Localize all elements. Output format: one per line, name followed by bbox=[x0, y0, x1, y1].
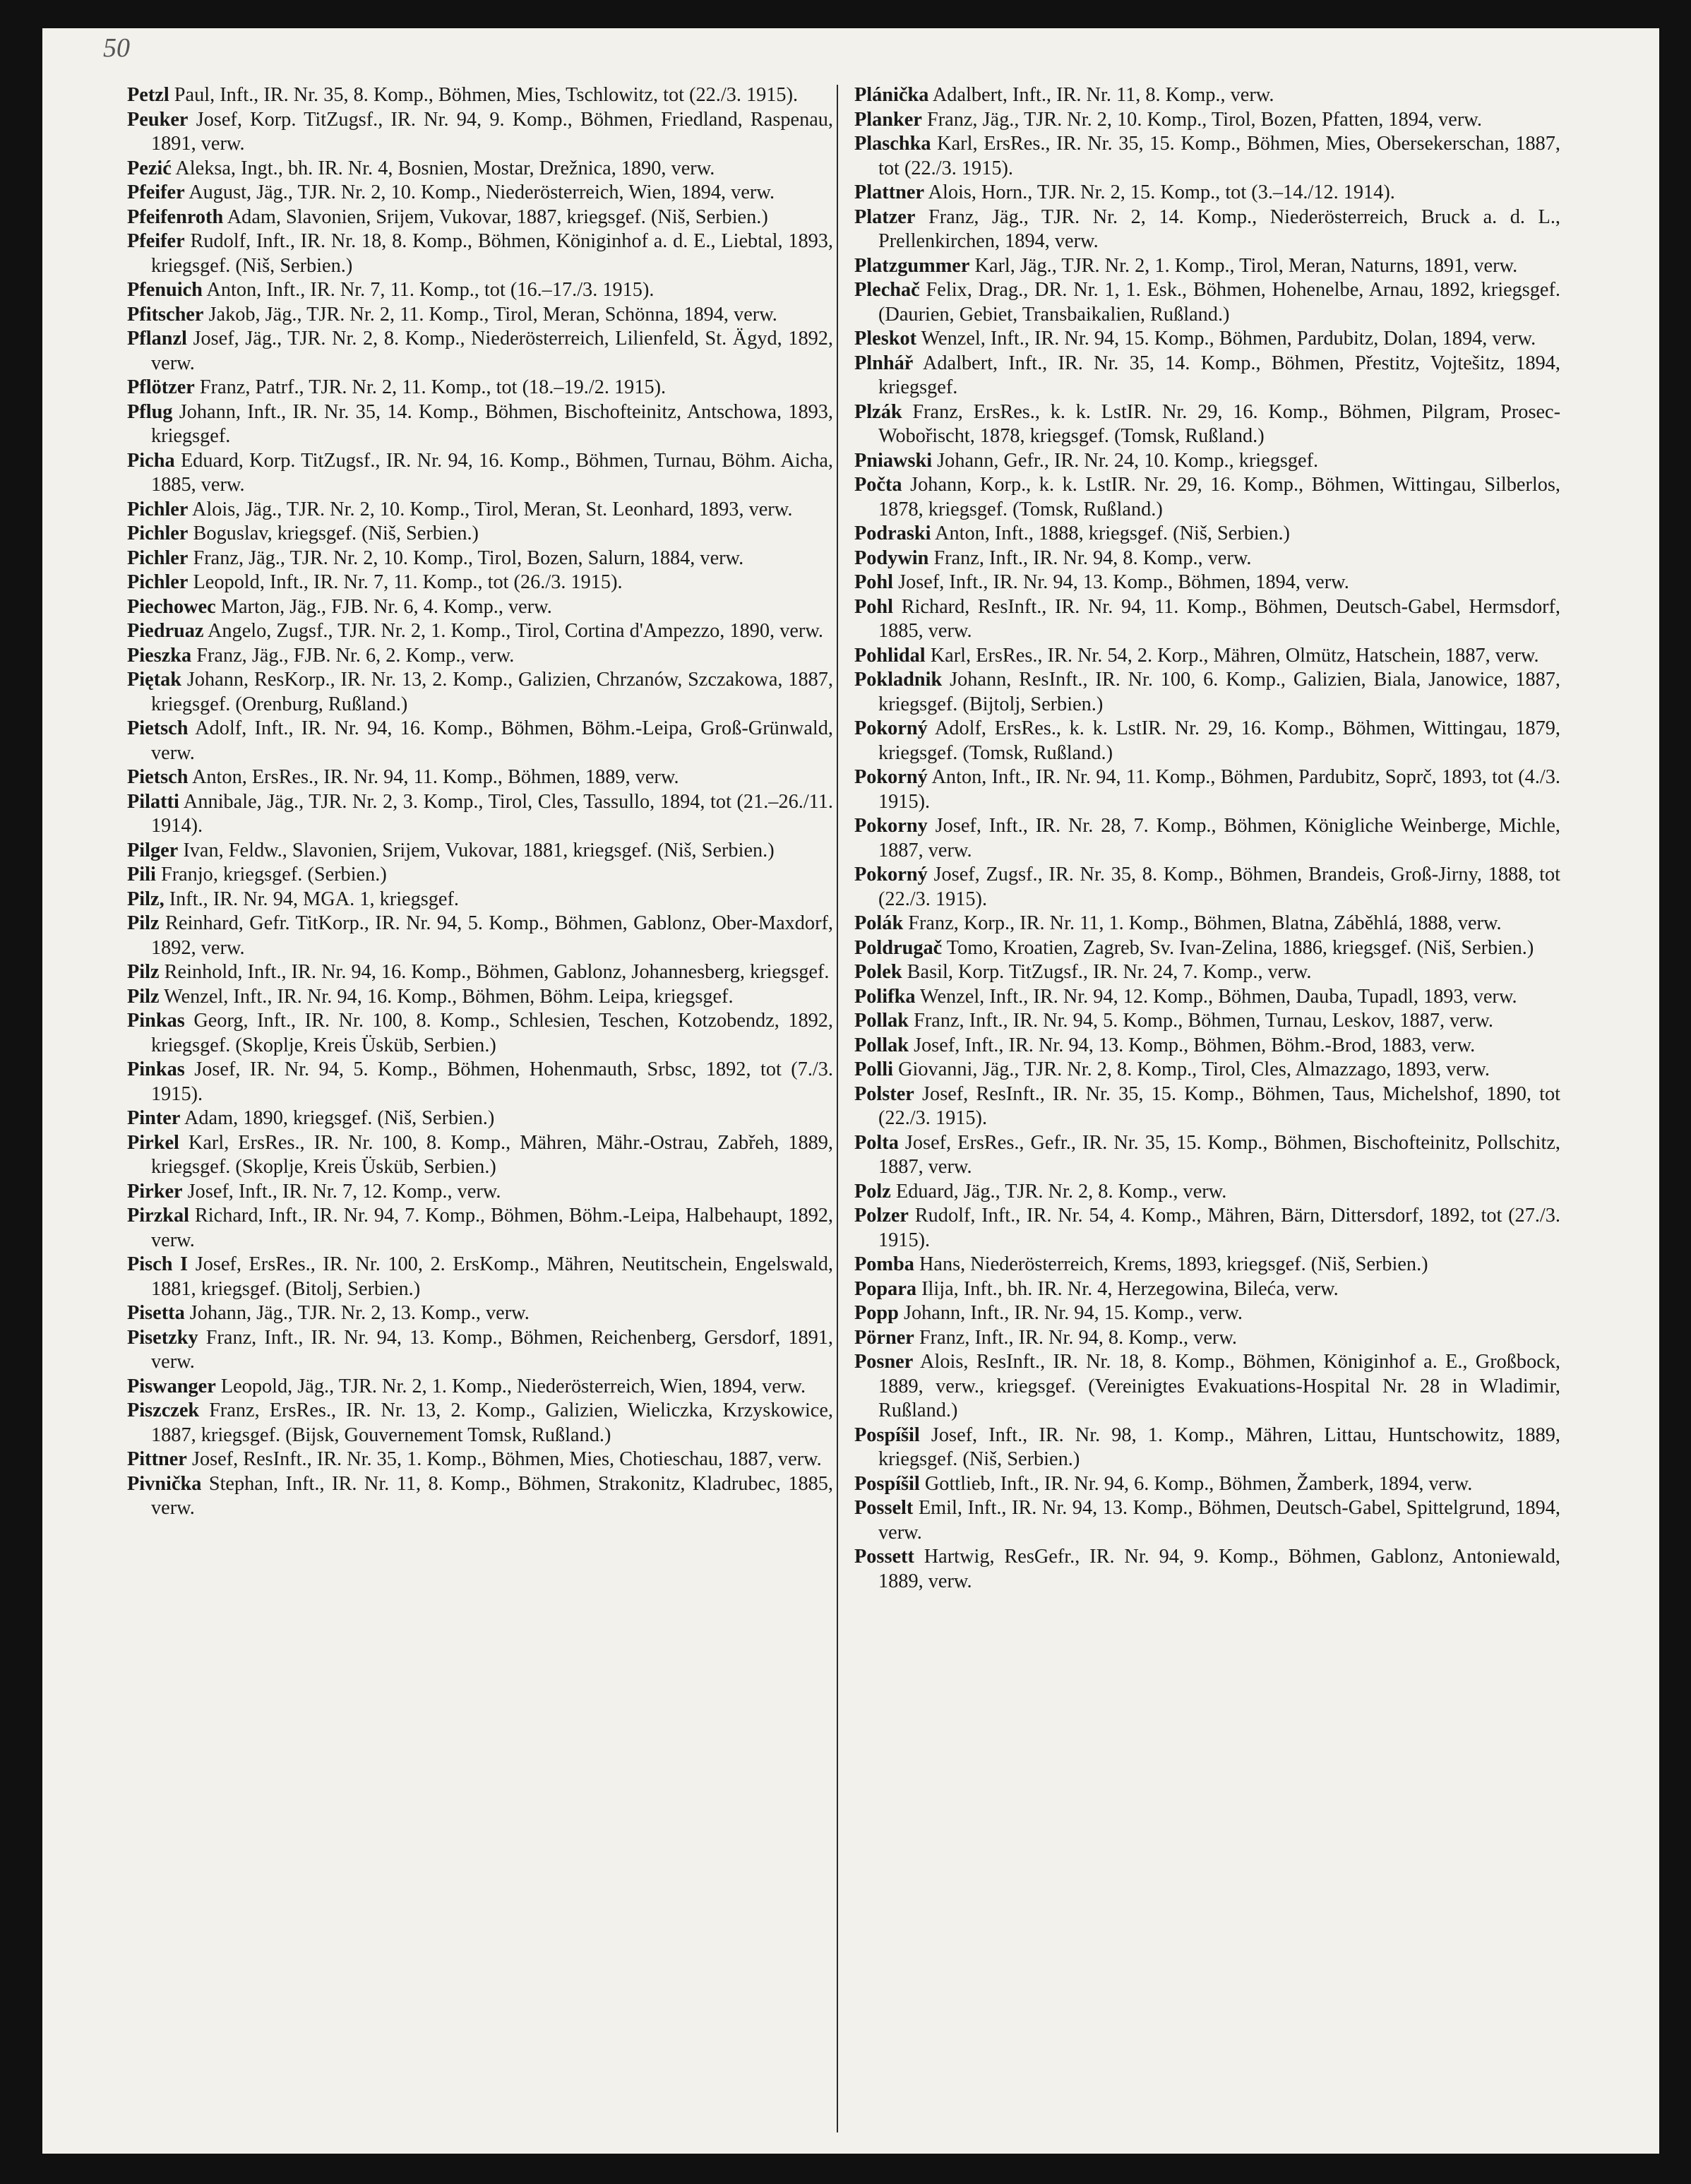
casualty-entry bbox=[127, 1301, 833, 1326]
entry-details: Anton, Inft., 1888, kriegsgef. (Niš, Serbien.) bbox=[935, 523, 1290, 544]
casualty-entry bbox=[854, 108, 1560, 133]
casualty-entry bbox=[854, 181, 1560, 205]
entry-details: Reinhold, Inft., IR. Nr. 94, 16. Komp., Böhmen, Gablonz, Johannesberg, kriegsgef. bbox=[164, 961, 830, 983]
entry-details: Hans, Niederösterreich, Krems, 1893, kriegsgef. (Niš, Serbien.) bbox=[919, 1253, 1428, 1275]
entry-details: Georg, Inft., IR. Nr. 100, 8. Komp., Schlesien, Teschen, Kotzobendz, 1892, kriegsgef. (Skoplje, Kreis Üsküb, Serbien.) bbox=[151, 1010, 834, 1056]
entry-details: Josef, ErsRes., IR. Nr. 100, 2. ErsKomp., Mähren, Neutitschein, Engelswald, 1881, kriegsgef. (Bitolj, Serbien.) bbox=[151, 1253, 833, 1300]
entry-details: Johann, Inft., IR. Nr. 94, 15. Komp., verw. bbox=[904, 1302, 1243, 1324]
entry-details: Karl, ErsRes., IR. Nr. 100, 8. Komp., Mähren, Mähr.-Ostrau, Zabřeh, 1889, kriegsgef. (Skoplje, Kreis Üsküb, Serbien.) bbox=[151, 1131, 834, 1178]
entry-surname: Pezić bbox=[127, 157, 172, 179]
casualty-entry bbox=[127, 839, 833, 864]
entry-details: Ilija, Inft., bh. IR. Nr. 4, Herzegowina, Bileća, verw. bbox=[921, 1277, 1339, 1300]
entry-surname: Poldrugač bbox=[854, 936, 943, 959]
casualty-entry bbox=[127, 547, 833, 571]
entry-surname: Pinter bbox=[127, 1107, 181, 1129]
entry-details: Franjo, kriegsgef. (Serbien.) bbox=[160, 864, 387, 885]
casualty-entry bbox=[854, 278, 1560, 327]
entry-details: Rudolf, Inft., IR. Nr. 54, 4. Komp., Mähren, Bärn, Dittersdorf, 1892, tot (27./3. 1915). bbox=[878, 1205, 1560, 1251]
entry-details: Adolf, Inft., IR. Nr. 94, 16. Komp., Böhmen, Böhm.-Leipa, Groß-Grünwald, verw. bbox=[151, 717, 833, 764]
entry-surname: Podraski bbox=[854, 523, 931, 544]
entry-surname: Pilatti bbox=[127, 790, 179, 813]
entry-surname: Pohl bbox=[854, 571, 894, 593]
casualty-entry bbox=[127, 278, 833, 303]
casualty-entry bbox=[854, 1082, 1560, 1131]
entry-surname: Pomba bbox=[854, 1253, 914, 1275]
entry-surname: Počta bbox=[854, 474, 902, 496]
entry-surname: Picha bbox=[127, 449, 175, 472]
right-column bbox=[854, 83, 1560, 1594]
entry-details: Johann, Gefr., IR. Nr. 24, 10. Komp., kriegsgef. bbox=[937, 449, 1319, 472]
entry-surname: Popp bbox=[854, 1302, 899, 1324]
entry-details: Alois, Horn., TJR. Nr. 2, 15. Komp., tot (3.–14./12. 1914). bbox=[928, 181, 1395, 203]
entry-surname: Plzák bbox=[854, 400, 902, 423]
entry-surname: Posner bbox=[854, 1351, 914, 1373]
casualty-entry bbox=[127, 449, 833, 498]
entry-details: Franz, Jäg., TJR. Nr. 2, 14. Komp., Niederösterreich, Bruck a. d. L., Prellenkirchen, 1894, verw. bbox=[878, 205, 1560, 252]
entry-surname: Posselt bbox=[854, 1497, 914, 1519]
entry-surname: Pivnička bbox=[127, 1472, 202, 1495]
entry-surname: Pokladnik bbox=[854, 669, 943, 691]
entry-details: Emil, Inft., IR. Nr. 94, 13. Komp., Böhmen, Deutsch-Gabel, Spittelgrund, 1894, verw. bbox=[878, 1497, 1560, 1544]
entry-details: Anton, ErsRes., IR. Nr. 94, 11. Komp., Böhmen, 1889, verw. bbox=[191, 766, 679, 788]
casualty-entry bbox=[854, 717, 1560, 765]
entry-surname: Planker bbox=[854, 108, 922, 131]
entry-details: Alois, Jäg., TJR. Nr. 2, 10. Komp., Tirol, Meran, St. Leonhard, 1893, verw. bbox=[191, 498, 793, 520]
casualty-entry bbox=[854, 644, 1560, 669]
entry-details: Franz, Jäg., TJR. Nr. 2, 10. Komp., Tirol, Bozen, Pfatten, 1894, verw. bbox=[926, 108, 1482, 131]
entry-surname: Pflug bbox=[127, 400, 173, 423]
entry-surname: Popara bbox=[854, 1277, 917, 1300]
entry-details: Felix, Drag., DR. Nr. 1, 1. Esk., Böhmen, Hohenelbe, Arnau, 1892, kriegsgef. (Daurien, Gebiet, Transbaikalien, Rußland.) bbox=[878, 279, 1560, 326]
entry-details: Josef, Inft., IR. Nr. 7, 12. Komp., verw. bbox=[187, 1180, 501, 1203]
casualty-entry bbox=[127, 960, 833, 985]
casualty-entry bbox=[127, 400, 833, 449]
entry-details: August, Jäg., TJR. Nr. 2, 10. Komp., Niederösterreich, Wien, 1894, verw. bbox=[189, 181, 775, 203]
casualty-entry bbox=[854, 400, 1560, 449]
casualty-entry bbox=[127, 1253, 833, 1301]
casualty-entry bbox=[127, 619, 833, 644]
entry-surname: Pohlidal bbox=[854, 644, 926, 667]
entry-surname: Polz bbox=[854, 1180, 891, 1203]
entry-details: Franz, Inft., IR. Nr. 94, 5. Komp., Böhmen, Turnau, Leskov, 1887, verw. bbox=[914, 1010, 1493, 1032]
casualty-entry bbox=[127, 376, 833, 400]
casualty-entry bbox=[127, 888, 833, 912]
entry-surname: Pirker bbox=[127, 1180, 183, 1203]
casualty-entry bbox=[854, 1545, 1560, 1594]
casualty-entry bbox=[854, 571, 1560, 595]
casualty-entry bbox=[127, 1448, 833, 1472]
casualty-entry bbox=[127, 181, 833, 205]
casualty-entry bbox=[127, 863, 833, 888]
casualty-entry bbox=[854, 595, 1560, 644]
entry-surname: Pieszka bbox=[127, 644, 192, 667]
entry-details: Adalbert, Inft., IR. Nr. 35, 14. Komp., Böhmen, Přestitz, Vojtešitz, 1894, kriegsgef. bbox=[878, 352, 1561, 398]
entry-details: Johann, Korp., k. k. LstIR. Nr. 29, 16. Komp., Böhmen, Wittingau, Silberlos, 1878, kriegsgef. (Tomsk, Rußland.) bbox=[878, 474, 1560, 520]
entry-surname: Piswanger bbox=[127, 1375, 216, 1397]
entry-details: Giovanni, Jäg., TJR. Nr. 2, 8. Komp., Tirol, Cles, Almazzago, 1893, verw. bbox=[898, 1058, 1490, 1080]
entry-details: Franz, Inft., IR. Nr. 94, 8. Komp., verw. bbox=[919, 1326, 1237, 1349]
casualty-entry bbox=[127, 1326, 833, 1375]
entry-surname: Pinkas bbox=[127, 1010, 185, 1032]
casualty-entry bbox=[854, 473, 1560, 522]
entry-surname: Pietsch bbox=[127, 766, 189, 788]
casualty-entry bbox=[854, 1253, 1560, 1277]
casualty-entry bbox=[127, 668, 833, 717]
casualty-entry bbox=[127, 985, 833, 1010]
entry-surname: Pichler bbox=[127, 571, 189, 593]
entry-details: Franz, Inft., IR. Nr. 94, 13. Komp., Böhmen, Reichenberg, Gersdorf, 1891, verw. bbox=[151, 1326, 833, 1373]
entry-surname: Pospíšil bbox=[854, 1424, 920, 1446]
entry-details: Jakob, Jäg., TJR. Nr. 2, 11. Komp., Tirol, Meran, Schönna, 1894, verw. bbox=[208, 303, 777, 326]
entry-surname: Pirkel bbox=[127, 1131, 179, 1154]
casualty-entry bbox=[854, 1350, 1560, 1424]
entry-surname: Pisetzky bbox=[127, 1326, 198, 1349]
entry-surname: Pili bbox=[127, 864, 156, 885]
column-divider bbox=[837, 85, 838, 2132]
casualty-entry bbox=[127, 717, 833, 765]
casualty-entry bbox=[854, 327, 1560, 352]
entry-details: Eduard, Jäg., TJR. Nr. 2, 8. Komp., verw. bbox=[895, 1180, 1227, 1203]
entry-details: Wenzel, Inft., IR. Nr. 94, 12. Komp., Böhmen, Dauba, Tupadl, 1893, verw. bbox=[920, 985, 1517, 1008]
entry-details: Franz, Korp., IR. Nr. 11, 1. Komp., Böhmen, Blatna, Záběhlá, 1888, verw. bbox=[908, 912, 1502, 934]
casualty-entry bbox=[854, 352, 1560, 400]
casualty-entry bbox=[854, 1424, 1560, 1472]
entry-surname: Pittner bbox=[127, 1448, 187, 1470]
entry-details: Ivan, Feldw., Slavonien, Srijem, Vukovar, 1881, kriegsgef. (Niš, Serbien.) bbox=[183, 839, 775, 861]
entry-surname: Pisch I bbox=[127, 1253, 189, 1275]
entry-surname: Pflanzl bbox=[127, 328, 187, 350]
entry-surname: Plattner bbox=[854, 181, 924, 203]
entry-surname: Pfeifenroth bbox=[127, 205, 224, 228]
entry-details: Adolf, ErsRes., k. k. LstIR. Nr. 29, 16. Komp., Böhmen, Wittingau, 1879, kriegsgef. (Tomsk, Rußland.) bbox=[878, 717, 1561, 764]
entry-surname: Plaschka bbox=[854, 133, 931, 155]
entry-details: Franz, Patrf., TJR. Nr. 2, 11. Komp., tot (18.–19./2. 1915). bbox=[199, 376, 667, 398]
entry-surname: Polzer bbox=[854, 1205, 909, 1227]
casualty-entry bbox=[854, 912, 1560, 936]
entry-details: Adalbert, Inft., IR. Nr. 11, 8. Komp., verw. bbox=[932, 84, 1274, 106]
entry-details: Adam, 1890, kriegsgef. (Niš, Serbien.) bbox=[184, 1107, 495, 1129]
casualty-entry bbox=[854, 1204, 1560, 1253]
casualty-entry bbox=[854, 1180, 1560, 1205]
entry-surname: Pilz bbox=[127, 961, 160, 983]
page-number: 50 bbox=[103, 33, 130, 63]
entry-surname: Podywin bbox=[854, 547, 929, 569]
entry-surname: Polster bbox=[854, 1082, 914, 1105]
entry-details: Josef, Jäg., TJR. Nr. 2, 8. Komp., Niederösterreich, Lilienfeld, St. Ägyd, 1892, verw. bbox=[151, 328, 833, 374]
casualty-entry bbox=[854, 547, 1560, 571]
entry-surname: Pleskot bbox=[854, 328, 917, 350]
entry-details: Basil, Korp. TitZugsf., IR. Nr. 24, 7. Komp., verw. bbox=[907, 961, 1312, 983]
entry-details: Stephan, Inft., IR. Nr. 11, 8. Komp., Böhmen, Strakonitz, Kladrubec, 1885, verw. bbox=[151, 1472, 833, 1519]
entry-surname: Petzl bbox=[127, 84, 169, 106]
casualty-entry bbox=[854, 522, 1560, 547]
entry-surname: Platzer bbox=[854, 205, 916, 228]
casualty-entry bbox=[854, 1326, 1560, 1351]
entry-details: Annibale, Jäg., TJR. Nr. 2, 3. Komp., Tirol, Cles, Tassullo, 1894, tot (21.–26./11. 1914). bbox=[151, 790, 834, 837]
casualty-entry bbox=[854, 960, 1560, 985]
left-column bbox=[127, 83, 833, 1521]
entry-details: Josef, Korp. TitZugsf., IR. Nr. 94, 9. Komp., Böhmen, Friedland, Raspenau, 1891, verw. bbox=[151, 108, 834, 155]
casualty-entry bbox=[127, 157, 833, 181]
casualty-entry bbox=[127, 571, 833, 595]
entry-surname: Pfenuich bbox=[127, 279, 203, 301]
entry-surname: Pietsch bbox=[127, 717, 189, 739]
casualty-entry bbox=[854, 1496, 1560, 1545]
entry-details: Josef, Zugsf., IR. Nr. 35, 8. Komp., Böhmen, Brandeis, Groß-Jirny, 1888, tot (22./3. 1915). bbox=[878, 864, 1561, 910]
casualty-entry bbox=[854, 205, 1560, 254]
casualty-entry bbox=[854, 449, 1560, 474]
entry-surname: Pichler bbox=[127, 547, 189, 569]
entry-details: Richard, ResInft., IR. Nr. 94, 11. Komp., Böhmen, Deutsch-Gabel, Hermsdorf, 1885, verw. bbox=[878, 595, 1561, 642]
casualty-entry bbox=[127, 595, 833, 620]
entry-surname: Pokorny bbox=[854, 815, 928, 837]
entry-surname: Polák bbox=[854, 912, 904, 934]
entry-details: Johann, ResInft., IR. Nr. 100, 6. Komp., Galizien, Biala, Janowice, 1887, kriegsgef. (Bijtolj, Serbien.) bbox=[878, 669, 1560, 715]
entry-surname: Pflötzer bbox=[127, 376, 195, 398]
entry-surname: Pollak bbox=[854, 1034, 909, 1056]
entry-details: Johann, Jäg., TJR. Nr. 2, 13. Komp., verw. bbox=[189, 1302, 530, 1324]
entry-surname: Pollak bbox=[854, 1010, 909, 1032]
entry-surname: Plechač bbox=[854, 279, 920, 301]
casualty-entry bbox=[127, 229, 833, 278]
entry-surname: Pokorný bbox=[854, 864, 928, 885]
casualty-entry bbox=[854, 765, 1560, 814]
entry-surname: Pisetta bbox=[127, 1302, 185, 1324]
entry-details: Alois, ResInft., IR. Nr. 18, 8. Komp., Böhmen, Königinhof a. E., Großbock, 1889, verw., kriegsgef. (Vereinigtes Evakuations-Hospital Nr. 28 in Wladimir, Rußland.) bbox=[878, 1351, 1561, 1421]
entry-surname: Pinkas bbox=[127, 1058, 185, 1080]
entry-details: Josef, ResInft., IR. Nr. 35, 15. Komp., Böhmen, Taus, Michelshof, 1890, tot (22./3. 1915). bbox=[878, 1082, 1560, 1129]
entry-surname: Pirzkal bbox=[127, 1205, 190, 1227]
entry-details: Wenzel, Inft., IR. Nr. 94, 16. Komp., Böhmen, Böhm. Leipa, kriegsgef. bbox=[164, 985, 734, 1008]
entry-details: Rudolf, Inft., IR. Nr. 18, 8. Komp., Böhmen, Königinhof a. d. E., Liebtal, 1893, kriegsgef. (Niš, Serbien.) bbox=[151, 230, 834, 277]
entry-details: Josef, ResInft., IR. Nr. 35, 1. Komp., Böhmen, Mies, Chotieschau, 1887, verw. bbox=[191, 1448, 822, 1470]
casualty-entry bbox=[854, 1131, 1560, 1180]
entry-details: Marton, Jäg., FJB. Nr. 6, 4. Komp., verw. bbox=[220, 595, 552, 618]
casualty-entry bbox=[854, 936, 1560, 961]
entry-details: Josef, ErsRes., Gefr., IR. Nr. 35, 15. Komp., Böhmen, Bischofteinitz, Pollschitz, 1887, verw. bbox=[878, 1131, 1560, 1178]
entry-details: Franz, Inft., IR. Nr. 94, 8. Komp., verw. bbox=[933, 547, 1252, 569]
casualty-entry bbox=[127, 1058, 833, 1106]
casualty-entry bbox=[854, 985, 1560, 1010]
casualty-entry bbox=[127, 1472, 833, 1521]
entry-details: Josef, Inft., IR. Nr. 28, 7. Komp., Böhmen, Königliche Weinberge, Michle, 1887, verw. bbox=[878, 815, 1560, 861]
entry-surname: Polta bbox=[854, 1131, 899, 1154]
casualty-entry bbox=[854, 814, 1560, 863]
entry-surname: Pokorný bbox=[854, 766, 928, 788]
casualty-entry bbox=[854, 83, 1560, 108]
entry-details: Hartwig, ResGefr., IR. Nr. 94, 9. Komp., Böhmen, Gablonz, Antoniewald, 1889, verw. bbox=[878, 1546, 1560, 1592]
entry-surname: Piszczek bbox=[127, 1400, 200, 1421]
entry-surname: Pilz bbox=[127, 985, 160, 1008]
entry-details: Reinhard, Gefr. TitKorp., IR. Nr. 94, 5. Komp., Böhmen, Gablonz, Ober-Maxdorf, 1892, verw. bbox=[151, 912, 833, 959]
casualty-entry bbox=[854, 1472, 1560, 1497]
casualty-entry bbox=[127, 1180, 833, 1205]
casualty-entry bbox=[127, 498, 833, 523]
entry-details: Franz, Jäg., FJB. Nr. 6, 2. Komp., verw. bbox=[196, 644, 515, 667]
entry-details: Anton, Inft., IR. Nr. 7, 11. Komp., tot (16.–17./3. 1915). bbox=[206, 279, 655, 301]
entry-surname: Polifka bbox=[854, 985, 916, 1008]
entry-surname: Pokorný bbox=[854, 717, 928, 739]
casualty-entry bbox=[854, 132, 1560, 181]
entry-details: Franz, ErsRes., IR. Nr. 13, 2. Komp., Galizien, Wieliczka, Krzyskowice, 1887, kriegsgef. (Bijsk, Gouvernement Tomsk, Rußland.) bbox=[151, 1400, 833, 1446]
entry-details: Josef, Inft., IR. Nr. 94, 13. Komp., Böhmen, 1894, verw. bbox=[898, 571, 1349, 593]
casualty-entry bbox=[854, 1277, 1560, 1302]
entry-surname: Pohl bbox=[854, 595, 894, 618]
entry-details: Gottlieb, Inft., IR. Nr. 94, 6. Komp., Böhmen, Žamberk, 1894, verw. bbox=[924, 1472, 1473, 1495]
casualty-entry bbox=[127, 1106, 833, 1131]
entry-surname: Pörner bbox=[854, 1326, 914, 1349]
casualty-entry bbox=[854, 668, 1560, 717]
entry-surname: Piechowec bbox=[127, 595, 216, 618]
entry-details: Franz, Jäg., TJR. Nr. 2, 10. Komp., Tirol, Bozen, Salurn, 1884, verw. bbox=[193, 547, 744, 569]
entry-details: Karl, ErsRes., IR. Nr. 54, 2. Korp., Mähren, Olmütz, Hatschein, 1887, verw. bbox=[930, 644, 1539, 667]
casualty-entry bbox=[127, 205, 833, 230]
casualty-entry bbox=[127, 912, 833, 960]
casualty-entry bbox=[854, 254, 1560, 279]
entry-surname: Platzgummer bbox=[854, 254, 970, 277]
entry-details: Josef, IR. Nr. 94, 5. Komp., Böhmen, Hohenmauth, Srbsc, 1892, tot (7./3. 1915). bbox=[151, 1058, 834, 1105]
casualty-entry bbox=[127, 327, 833, 376]
entry-details: Johann, Inft., IR. Nr. 35, 14. Komp., Böhmen, Bischofteinitz, Antschowa, 1893, kriegsgef. bbox=[151, 400, 833, 447]
entry-surname: Polek bbox=[854, 961, 902, 983]
casualty-entry bbox=[854, 863, 1560, 912]
entry-surname: Pichler bbox=[127, 498, 189, 520]
entry-details: Anton, Inft., IR. Nr. 94, 11. Komp., Böhmen, Pardubitz, Soprč, 1893, tot (4./3. 1915). bbox=[878, 766, 1560, 813]
entry-details: Karl, ErsRes., IR. Nr. 35, 15. Komp., Böhmen, Mies, Obersekerschan, 1887, tot (22./3. 1915). bbox=[878, 133, 1560, 179]
entry-details: Inft., IR. Nr. 94, MGA. 1, kriegsgef. bbox=[169, 888, 459, 910]
entry-details: Leopold, Jäg., TJR. Nr. 2, 1. Komp., Niederösterreich, Wien, 1894, verw. bbox=[220, 1375, 806, 1397]
casualty-entry bbox=[127, 303, 833, 328]
entry-surname: Peuker bbox=[127, 108, 189, 131]
entry-details: Aleksa, Ingt., bh. IR. Nr. 4, Bosnien, Mostar, Drežnica, 1890, verw. bbox=[175, 157, 715, 179]
entry-surname: Pilz, bbox=[127, 888, 165, 910]
casualty-entry bbox=[127, 1009, 833, 1058]
entry-details: Josef, Inft., IR. Nr. 94, 13. Komp., Böhmen, Böhm.-Brod, 1883, verw. bbox=[914, 1034, 1476, 1056]
entry-surname: Plánička bbox=[854, 84, 929, 106]
casualty-entry bbox=[127, 83, 833, 108]
casualty-entry bbox=[127, 522, 833, 547]
entry-details: Eduard, Korp. TitZugsf., IR. Nr. 94, 16. Komp., Böhmen, Turnau, Böhm. Aicha, 1885, verw. bbox=[151, 449, 834, 496]
entry-surname: Plnhář bbox=[854, 352, 914, 374]
entry-details: Adam, Slavonien, Srijem, Vukovar, 1887, kriegsgef. (Niš, Serbien.) bbox=[227, 205, 768, 228]
entry-surname: Pfeifer bbox=[127, 230, 185, 252]
casualty-entry bbox=[127, 790, 833, 839]
entry-details: Richard, Inft., IR. Nr. 94, 7. Komp., Böhmen, Böhm.-Leipa, Halbehaupt, 1892, verw. bbox=[151, 1205, 833, 1251]
casualty-entry bbox=[127, 1131, 833, 1180]
entry-details: Josef, Inft., IR. Nr. 98, 1. Komp., Mähren, Littau, Huntschowitz, 1889, kriegsgef. (Niš, Serbien.) bbox=[878, 1424, 1560, 1470]
casualty-entry bbox=[854, 1301, 1560, 1326]
entry-details: Wenzel, Inft., IR. Nr. 94, 15. Komp., Böhmen, Pardubitz, Dolan, 1894, verw. bbox=[921, 328, 1536, 350]
entry-details: Paul, Inft., IR. Nr. 35, 8. Komp., Böhmen, Mies, Tschlowitz, tot (22./3. 1915). bbox=[174, 84, 799, 106]
document-page bbox=[42, 28, 1659, 2154]
entry-details: Johann, ResKorp., IR. Nr. 13, 2. Komp., Galizien, Chrzanów, Szczakowa, 1887, kriegsgef. (Orenburg, Rußland.) bbox=[151, 669, 834, 715]
entry-surname: Piętak bbox=[127, 669, 182, 691]
entry-surname: Piedruaz bbox=[127, 620, 204, 642]
entry-surname: Pilger bbox=[127, 839, 179, 861]
entry-details: Tomo, Kroatien, Zagreb, Sv. Ivan-Zelina, 1886, kriegsgef. (Niš, Serbien.) bbox=[946, 936, 1534, 959]
entry-details: Franz, ErsRes., k. k. LstIR. Nr. 29, 16. Komp., Böhmen, Pilgram, Prosec-Wobořischt, 1878, kriegsgef. (Tomsk, Rußland.) bbox=[878, 400, 1560, 447]
entry-surname: Pichler bbox=[127, 523, 189, 544]
entry-surname: Pilz bbox=[127, 912, 160, 934]
casualty-entry bbox=[854, 1058, 1560, 1082]
casualty-entry bbox=[854, 1034, 1560, 1058]
entry-details: Karl, Jäg., TJR. Nr. 2, 1. Komp., Tirol, Meran, Naturns, 1891, verw. bbox=[974, 254, 1518, 277]
entry-details: Leopold, Inft., IR. Nr. 7, 11. Komp., tot (26./3. 1915). bbox=[193, 571, 623, 593]
entry-surname: Pniawski bbox=[854, 449, 933, 472]
entry-surname: Pospíšil bbox=[854, 1472, 920, 1495]
casualty-entry bbox=[854, 1009, 1560, 1034]
casualty-entry bbox=[127, 108, 833, 157]
entry-details: Boguslav, kriegsgef. (Niš, Serbien.) bbox=[193, 523, 479, 544]
casualty-entry bbox=[127, 1204, 833, 1253]
entry-surname: Polli bbox=[854, 1058, 894, 1080]
entry-details: Angelo, Zugsf., TJR. Nr. 2, 1. Komp., Tirol, Cortina d'Ampezzo, 1890, verw. bbox=[207, 620, 824, 642]
casualty-entry bbox=[127, 1375, 833, 1400]
entry-surname: Pfitscher bbox=[127, 303, 204, 326]
casualty-entry bbox=[127, 765, 833, 790]
entry-surname: Pfeifer bbox=[127, 181, 185, 203]
casualty-entry bbox=[127, 644, 833, 669]
entry-surname: Possett bbox=[854, 1546, 914, 1568]
casualty-entry bbox=[127, 1399, 833, 1448]
